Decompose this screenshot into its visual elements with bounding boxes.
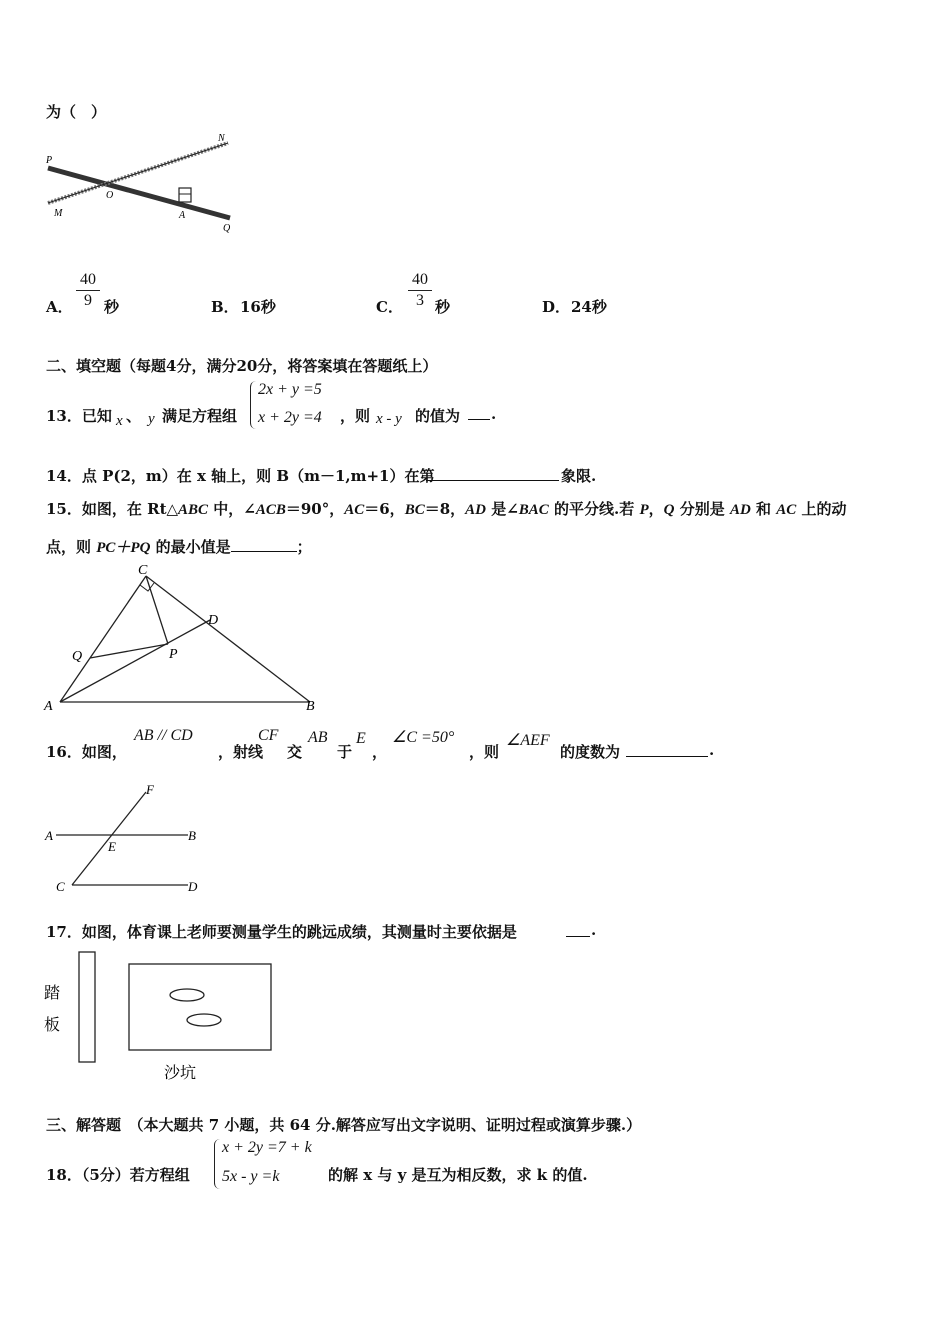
q15-m-pcpq: PC＋PQ bbox=[96, 540, 151, 556]
fig15-label-q: Q bbox=[72, 649, 83, 664]
seg-cb bbox=[146, 576, 310, 702]
q17-figure bbox=[40, 948, 280, 1088]
section-3-heading: 三、解答题 （本大题共 7 小题，共 64 分.解答应写出文字说明、证明过程或演算步骤.） bbox=[46, 1116, 642, 1134]
q15-line1 bbox=[46, 498, 847, 519]
q16-math-angle-aef: ∠AEF bbox=[506, 732, 550, 749]
q16-t5: ，则 bbox=[469, 743, 500, 761]
q15-figure bbox=[40, 560, 330, 720]
q16-t1: ，射线 bbox=[218, 743, 264, 761]
fig12-label-n: N bbox=[218, 133, 225, 144]
q14-answer-line bbox=[426, 466, 559, 485]
fig16-label-a: A bbox=[45, 828, 53, 843]
q15-text: 的最小值是 bbox=[150, 538, 231, 556]
fig12-label-p: P bbox=[46, 155, 53, 166]
q15-text: 是∠ bbox=[485, 500, 519, 518]
q13-sep: 、 bbox=[126, 407, 142, 425]
q15-m-abc: ABC bbox=[178, 502, 209, 518]
q18-eq2: 5x - y =k bbox=[222, 1168, 280, 1185]
fig16-label-b: B bbox=[188, 828, 196, 843]
section-2-heading: 二、填空题（每题4分，满分20分，将答案填在答题纸上） bbox=[46, 357, 438, 375]
fig16-label-f: F bbox=[146, 782, 154, 797]
q15-m-ad2: AD bbox=[729, 502, 751, 518]
fig15-label-a: A bbox=[44, 699, 53, 714]
q15-m-ad: AD bbox=[465, 502, 486, 518]
right-angle-mark bbox=[140, 583, 154, 591]
option-b-text: 16秒 bbox=[240, 298, 276, 316]
q13-var-x: x bbox=[116, 413, 123, 429]
q15-text: ＝90°， bbox=[285, 500, 345, 518]
q12-tail: 为（ ） bbox=[46, 103, 107, 121]
fig12-label-a: A bbox=[179, 210, 186, 221]
fig15-label-d: D bbox=[208, 613, 219, 628]
q15-text: ＝8， bbox=[424, 500, 466, 518]
option-c-fraction bbox=[408, 270, 432, 311]
q15-answer-line bbox=[231, 537, 297, 552]
q16-t2: 交 bbox=[287, 743, 303, 761]
q14-prefix: 14．点 P(2，m）在 x 轴上，则 B（m－1,m+1）在第 bbox=[46, 467, 435, 485]
q13-var-y: y bbox=[148, 411, 155, 427]
q16-t6: 的度数为 bbox=[560, 743, 621, 761]
q15-text: 15．如图，在 Rt△ bbox=[46, 500, 179, 518]
q18-prefix: 18．（5分）若方程组 bbox=[46, 1166, 190, 1184]
q12-figure bbox=[40, 128, 255, 238]
seg-cp bbox=[146, 576, 168, 644]
option-a-letter: A． bbox=[46, 298, 73, 316]
q15-text: 点，则 bbox=[46, 538, 97, 556]
option-c-num: 40 bbox=[408, 270, 432, 291]
fig12-label-o: O bbox=[106, 190, 114, 201]
option-c-letter: C． bbox=[376, 298, 403, 316]
q16-math-ab: AB bbox=[308, 729, 328, 746]
q15-text: 和 bbox=[750, 500, 777, 518]
option-a-fraction bbox=[76, 270, 100, 311]
q15-text: 中，∠ bbox=[208, 500, 256, 518]
q15-text: 上的动 bbox=[796, 500, 847, 518]
q13-prefix: 13．已知 bbox=[46, 407, 112, 425]
board-label-2: 板 bbox=[44, 1015, 61, 1034]
option-d-letter: D． bbox=[542, 298, 571, 316]
option-d-text: 24秒 bbox=[571, 298, 607, 316]
q17-answer-line bbox=[566, 922, 590, 941]
q13-answer-line bbox=[468, 405, 490, 424]
q16-math-e: E bbox=[356, 730, 366, 747]
q17-end: . bbox=[591, 921, 597, 939]
q15-text: ， bbox=[648, 500, 664, 518]
q16-prefix: 16．如图， bbox=[46, 743, 127, 761]
q16-math-cf: CF bbox=[258, 727, 279, 744]
fig16-label-d: D bbox=[188, 879, 198, 894]
option-a-num: 40 bbox=[76, 270, 100, 291]
q13-eq2: x + 2y =4 bbox=[258, 409, 322, 426]
q16-t3: 于 bbox=[337, 743, 353, 761]
q13-eq1: 2x + y =5 bbox=[258, 381, 322, 398]
option-a-unit: 秒 bbox=[104, 298, 120, 316]
q13-brace bbox=[250, 381, 257, 429]
footprint-1 bbox=[170, 989, 204, 1001]
pit-label: 沙坑 bbox=[164, 1063, 197, 1082]
q16-math-ab-cd: AB // CD bbox=[134, 727, 193, 744]
fig15-label-c: C bbox=[138, 563, 148, 578]
q15-text: ； bbox=[296, 538, 312, 556]
q15-line2 bbox=[46, 536, 312, 557]
q18-brace bbox=[214, 1139, 221, 1189]
q15-text: 的平分线.若 bbox=[548, 500, 640, 518]
board-label-1: 踏 bbox=[44, 983, 61, 1002]
q15-m-acb: ACB bbox=[255, 502, 286, 518]
q13-then: ，则 bbox=[340, 407, 371, 425]
q13-mid: 满足方程组 bbox=[162, 407, 238, 425]
fig16-label-c: C bbox=[56, 879, 65, 894]
option-a-den: 9 bbox=[84, 292, 92, 309]
seg-ad bbox=[60, 620, 210, 702]
q18-eq1: x + 2y =7 + k bbox=[222, 1139, 312, 1156]
q15-m-bc: BC bbox=[404, 502, 425, 518]
q16-answer-line bbox=[626, 742, 708, 761]
q13-end: . bbox=[491, 405, 497, 423]
fig12-label-q: Q bbox=[223, 223, 231, 234]
q16-figure bbox=[40, 778, 215, 900]
takeoff-board bbox=[79, 952, 95, 1062]
fig15-label-p: P bbox=[169, 647, 178, 662]
q18-suffix: 的解 x 与 y 是互为相反数，求 k 的值. bbox=[328, 1166, 588, 1184]
q15-text: 分别是 bbox=[674, 500, 730, 518]
fig15-label-b: B bbox=[306, 699, 315, 714]
q15-m-ac: AC bbox=[344, 502, 365, 518]
sand-pit bbox=[129, 964, 271, 1050]
q17-text: 17．如图，体育课上老师要测量学生的跳远成绩，其测量时主要依据是 bbox=[46, 923, 517, 941]
q15-m-q: Q bbox=[663, 502, 675, 518]
option-b-letter: B． bbox=[211, 298, 239, 316]
q15-m-bac: BAC bbox=[518, 502, 549, 518]
footprint-2 bbox=[187, 1014, 221, 1026]
q16-end: . bbox=[709, 741, 715, 759]
option-c-den: 3 bbox=[416, 292, 424, 309]
fig12-label-m: M bbox=[54, 208, 63, 219]
fig16-label-e: E bbox=[108, 839, 116, 854]
point-a-marker bbox=[179, 188, 191, 202]
q16-math-angle-c: ∠C =50° bbox=[392, 729, 455, 746]
q14-suffix: 象限. bbox=[561, 467, 597, 485]
seg-ac bbox=[60, 576, 146, 702]
option-c-unit: 秒 bbox=[435, 298, 451, 316]
q15-m-ac2: AC bbox=[776, 502, 797, 518]
q15-text: ＝6， bbox=[364, 500, 405, 518]
q15-m-p: P bbox=[639, 502, 649, 518]
q13-expr: x - y bbox=[376, 411, 402, 427]
q16-t4: ， bbox=[372, 743, 388, 761]
q13-suffix: 的值为 bbox=[415, 407, 461, 425]
seg-qp bbox=[90, 644, 168, 658]
